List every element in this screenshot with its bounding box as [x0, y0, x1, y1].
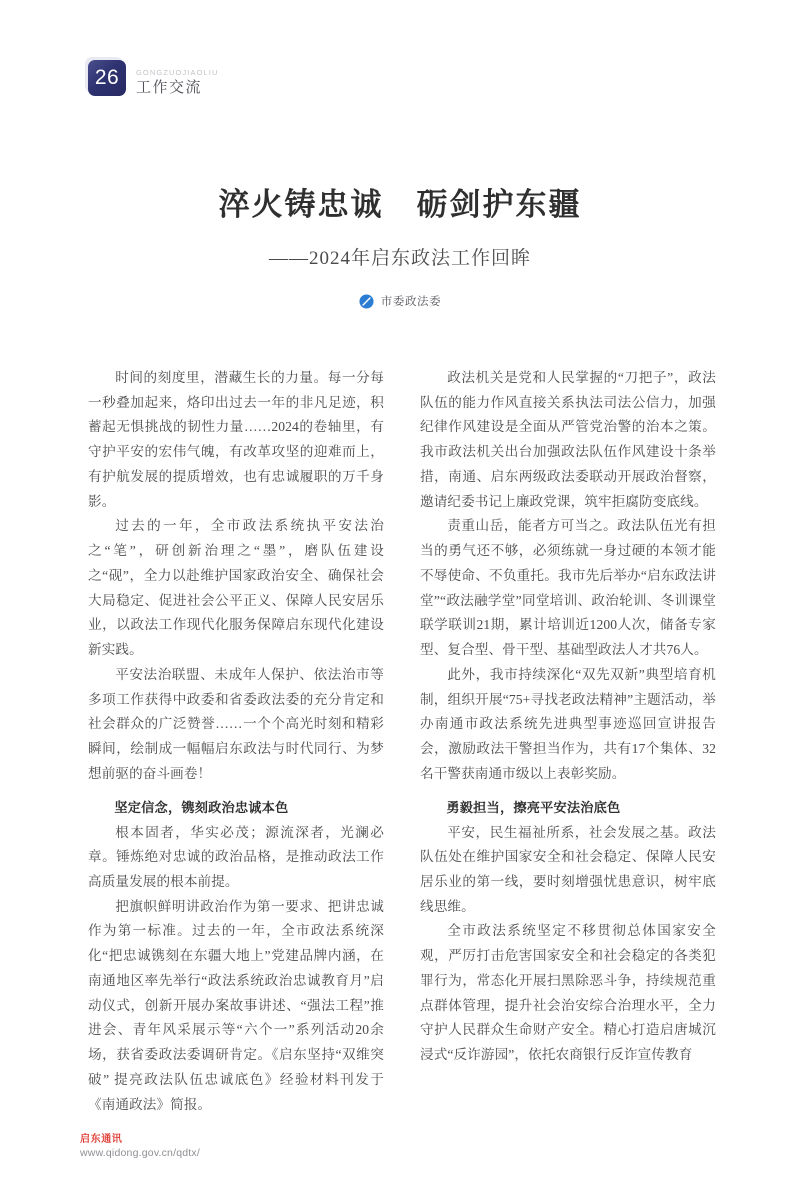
section-heading: 坚定信念，镌刻政治忠诚本色: [114, 800, 289, 816]
section-pinyin: GONGZUOJIAOLIU: [136, 67, 219, 77]
paragraph: 责重山岳，能者方可当之。政法队伍光有担当的勇气还不够，必须练就一身过硬的本领才能不辱使命、不负重托。我市先后举办“启东政法讲堂”“政法融学堂”同堂培训、政治轮训、冬训课堂联学联训21期，累计培训近1200人次，储备专家型、复合型、骨干型、基础型政法人才共76人。: [420, 518, 716, 658]
byline: [0, 293, 800, 309]
page-footer: [80, 1133, 200, 1162]
paragraph: 根本固者，华实必茂；源流深者，光澜必章。锤炼绝对忠诚的政治品格，是推动政法工作高质量发展的根本前提。: [88, 824, 384, 889]
article-title: 淬火铸忠诚 砺剑护东疆: [218, 187, 582, 222]
footer-url: www.qidong.gov.cn/qdtx/: [80, 1147, 200, 1160]
title-block: [0, 186, 800, 270]
paragraph: 过去的一年，全市政法系统执平安法治之“笔”，研创新治理之“墨”，磨队伍建设之“砚”，全力以赴维护国家政治安全、确保社会大局稳定、促进社会公平正义、保障人民安居乐业，以政法工作现代化服务保障启东现代化建设新实践。: [88, 518, 384, 658]
page-number: 26: [94, 66, 120, 89]
paragraph: 平安法治联盟、未成年人保护、依法治市等多项工作获得中政委和省委政法委的充分肯定和社会群众的广泛赞誉……一个个高光时刻和精彩瞬间，绘制成一幅幅启东政法与时代同行、为梦想前驱的奋斗画卷！: [88, 666, 384, 781]
column-left: [88, 366, 384, 1117]
column-right: [420, 366, 716, 1117]
paragraph: 全市政法系统坚定不移贯彻总体国家安全观，严厉打击危害国家安全和社会稳定的各类犯罪行为，常态化开展扫黑除恶斗争，持续规范重点群体管理，提升社会治安综合治理水平，全力守护人民群众生命财产安全。精心打造启唐城沉浸式“反诈游园”，依托农商银行反诈宣传教育: [420, 923, 716, 1063]
page-header: [88, 60, 219, 96]
article-body: [88, 366, 716, 1117]
folio-box: [88, 60, 126, 96]
section-title: 工作交流: [136, 79, 203, 96]
paragraph: 时间的刻度里，潜藏生长的力量。每一分每一秒叠加起来，烙印出过去一年的非凡足迹，积蓄起无惧挑战的韧性力量……2024的卷轴里，有守护平安的宏伟气魄，有改革攻坚的迎难而上，有护航发展的提质增效，也有忠诚履职的万千身影。: [88, 370, 384, 509]
section-label-group: [136, 69, 219, 97]
article-subtitle: ——2024年启东政法工作回眸: [268, 247, 531, 269]
paragraph: 此外，我市持续深化“双先双新”典型培育机制，组织开展“75+寻找老政法精神”主题活动，举办南通市政法系统先进典型事迹巡回宣讲报告会，激励政法干警担当作为，共有17个集体、32名干警获南通市级以上表彰奖励。: [420, 666, 716, 781]
paragraph: 平安，民生福祉所系，社会发展之基。政法队伍处在维护国家安全和社会稳定、保障人民安居乐业的第一线，要时刻增强忧患意识，树牢底线思维。: [420, 824, 716, 914]
section-heading: 勇毅担当，擦亮平安法治底色: [446, 800, 621, 816]
byline-author: 市委政法委: [380, 296, 442, 308]
paragraph: 把旗帜鲜明讲政治作为第一要求、把讲忠诚作为第一标准。过去的一年，全市政法系统深化“把忠诚镌刻在东疆大地上”党建品牌内涵，在南通地区率先举行“政法系统政治忠诚教育月”启动仪式，创新开展办案故事讲述、“强法工程”推进会、青年风采展示等“六个一”系列活动20余场，获省委政法委调研肯定。《启东坚持“双维突破” 提亮政法队伍忠诚底色》经验材料刊发于《南通政法》简报。: [88, 898, 384, 1112]
footer-brand: 启东通讯: [80, 1134, 123, 1146]
blue-circle-slash-icon: [359, 294, 374, 309]
paragraph: 政法机关是党和人民掌握的“刀把子”，政法队伍的能力作风直接关系执法司法公信力，加强纪律作风建设是全面从严管党治警的治本之策。我市政法机关出台加强政法队伍作风建设十条举措，南通、启东两级政法委联动开展政治督察，邀请纪委书记上廉政党课，筑牢拒腐防变底线。: [420, 370, 716, 509]
